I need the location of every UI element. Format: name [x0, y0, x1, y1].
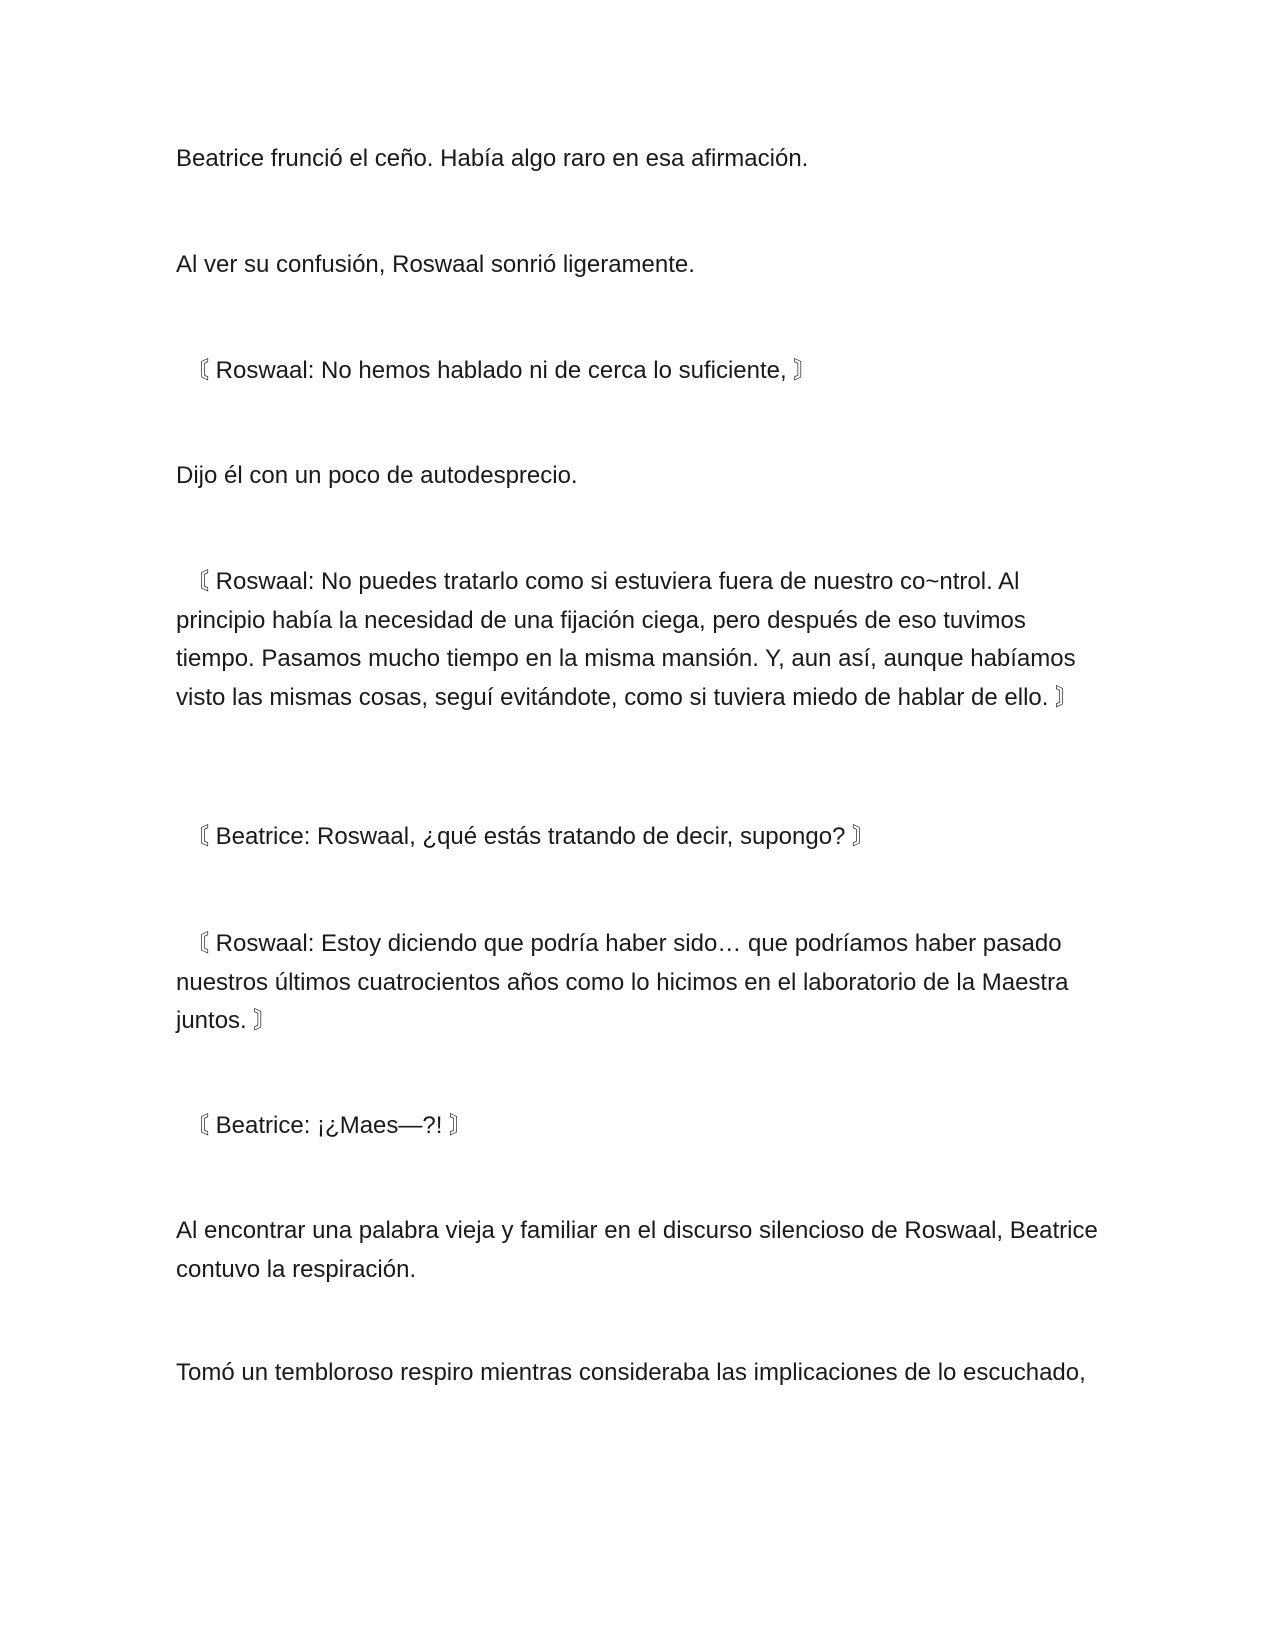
paragraph-dialogue-beatrice-1: 〘 Beatrice: Roswaal, ¿qué estás tratando de decir, supongo? 〙 — [185, 823, 877, 850]
paragraph-narration-smile: Al ver su confusión, Roswaal sonrió ligeramente. — [176, 251, 695, 278]
paragraph-dialogue-roswaal-2: 〘 Roswaal: No puedes tratarlo como si estuviera fuera de nuestro co~ntrol. Al principio había la necesidad de una fijación ciega, pero después de eso tuvimos tiempo. Pasamos mucho tiempo en la misma mansión. Y, aun así, aunque habíamos visto las mismas cosas, seguí evitándote, como si tuviera miedo de hablar de ello. 〙 — [176, 568, 1080, 711]
paragraph-narration-breath: Al encontrar una palabra vieja y familiar en el discurso silencioso de Roswaal, Beatrice contuvo la respiración. — [176, 1217, 1098, 1283]
paragraph-narration-frown: Beatrice frunció el ceño. Había algo raro en esa afirmación. — [176, 145, 809, 172]
paragraph-narration-implications: Tomó un tembloroso respiro mientras consideraba las implicaciones de lo escuchado, — [176, 1359, 1086, 1386]
paragraph-dialogue-beatrice-2: 〘 Beatrice: ¡¿Maes—?! 〙 — [185, 1112, 474, 1139]
paragraph-narration-self-contempt: Dijo él con un poco de autodesprecio. — [176, 462, 578, 489]
paragraph-dialogue-roswaal-1: 〘 Roswaal: No hemos hablado ni de cerca lo suficiente, 〙 — [185, 357, 818, 384]
paragraph-dialogue-roswaal-3: 〘 Roswaal: Estoy diciendo que podría haber sido… que podríamos haber pasado nuestros últimos cuatrocientos años como lo hicimos en el laboratorio de la Maestra juntos. 〙 — [176, 930, 1069, 1034]
